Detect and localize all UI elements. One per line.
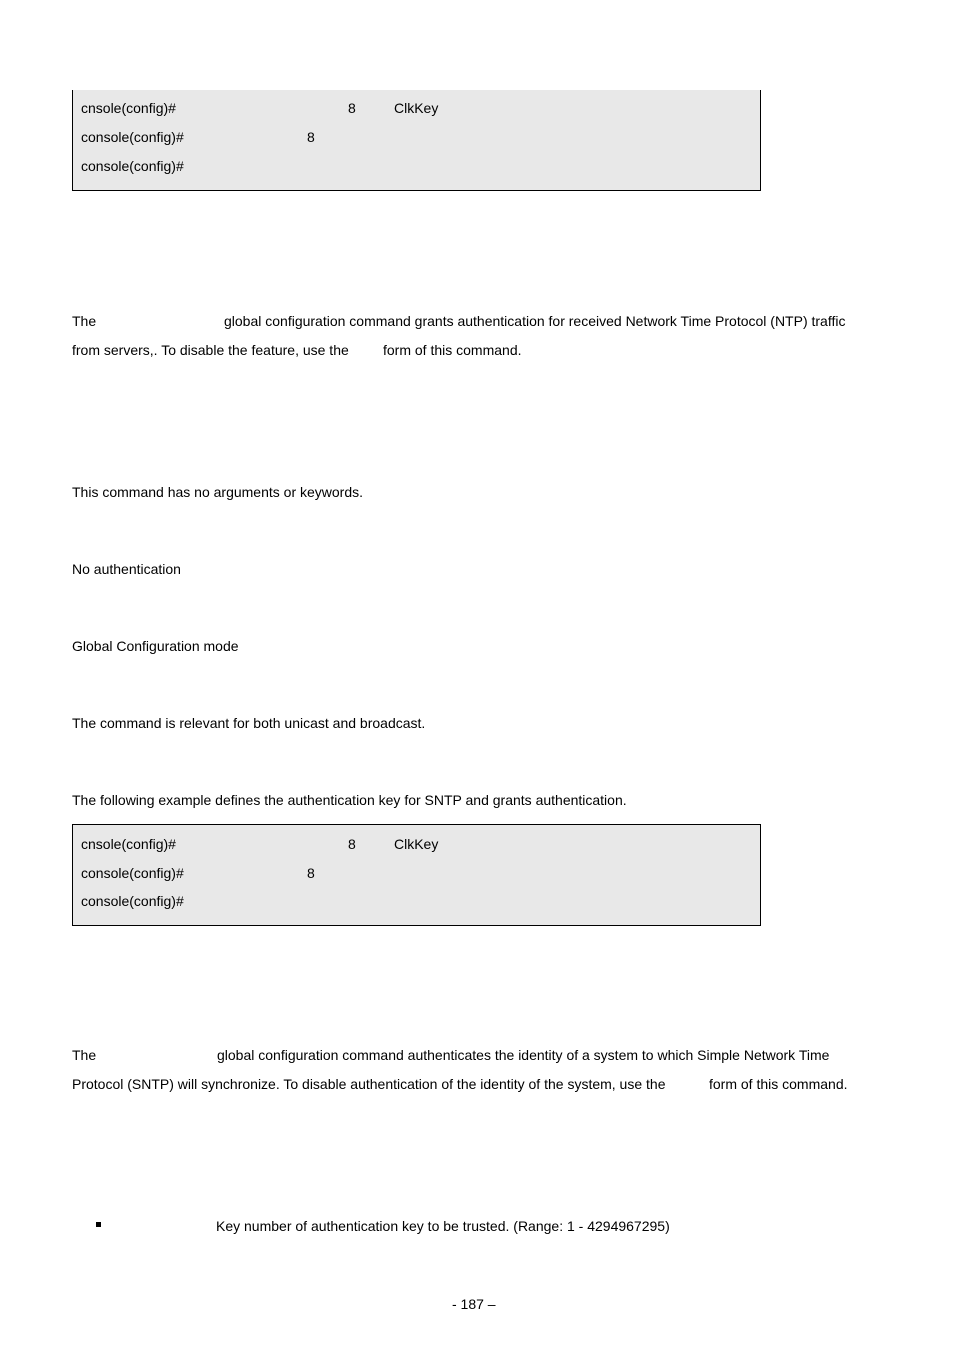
code-key-value: ClkKey bbox=[394, 100, 439, 116]
code-prompt: cnsole(config)# bbox=[81, 836, 176, 852]
code-key-number: 8 bbox=[348, 836, 356, 852]
description-text: The bbox=[72, 1047, 97, 1063]
command-mode: Global Configuration mode bbox=[72, 638, 239, 654]
code-prompt: console(config)# bbox=[81, 129, 184, 145]
description-text: global configuration command grants authentication for received Network Time Protocol (NTP) traffic bbox=[224, 313, 846, 329]
description-text: The bbox=[72, 313, 97, 329]
code-key-number: 8 bbox=[348, 100, 356, 116]
description-text: Protocol (SNTP) will synchronize. To disable authentication of the identity of the system, use the bbox=[72, 1076, 666, 1092]
code-prompt: console(config)# bbox=[81, 893, 184, 909]
description-text: form of this command. bbox=[709, 1076, 848, 1092]
syntax-description: This command has no arguments or keywords. bbox=[72, 484, 364, 500]
page-number: - 187 – bbox=[452, 1296, 496, 1312]
example-intro: The following example defines the authentication key for SNTP and grants authentication. bbox=[72, 792, 627, 808]
code-prompt: console(config)# bbox=[81, 865, 184, 881]
code-prompt: console(config)# bbox=[81, 158, 184, 174]
code-box-1 bbox=[72, 90, 761, 191]
bullet-icon bbox=[96, 1222, 101, 1227]
description-text: form of this command. bbox=[383, 342, 522, 358]
description-text: global configuration command authenticates the identity of a system to which Simple Network Time bbox=[217, 1047, 830, 1063]
user-guidelines: The command is relevant for both unicast and broadcast. bbox=[72, 715, 426, 731]
code-key-value: ClkKey bbox=[394, 836, 439, 852]
code-prompt: cnsole(config)# bbox=[81, 100, 176, 116]
default-configuration: No authentication bbox=[72, 561, 181, 577]
description-text: from servers,. To disable the feature, use the bbox=[72, 342, 349, 358]
code-key-number: 8 bbox=[307, 865, 315, 881]
parameter-description: Key number of authentication key to be trusted. (Range: 1 - 4294967295) bbox=[216, 1218, 670, 1234]
code-box-2 bbox=[72, 824, 761, 926]
code-key-number: 8 bbox=[307, 129, 315, 145]
